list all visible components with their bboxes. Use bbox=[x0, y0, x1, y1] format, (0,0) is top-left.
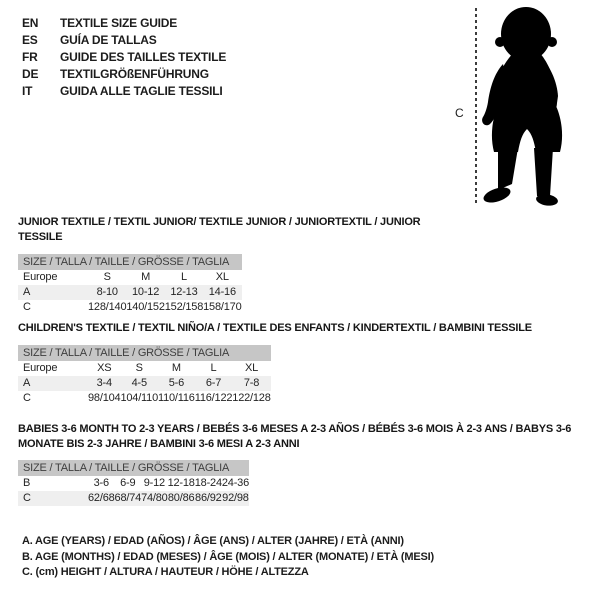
row-label: A bbox=[18, 376, 88, 391]
cell: 6-9 bbox=[120, 477, 136, 489]
cell: 152/158 bbox=[164, 301, 204, 313]
table-row bbox=[18, 361, 271, 376]
cell: 80/86 bbox=[167, 492, 195, 504]
cell: XS bbox=[97, 362, 112, 374]
cell: 3-4 bbox=[88, 376, 120, 391]
childrens-size-table bbox=[18, 345, 271, 406]
cell: S bbox=[103, 271, 111, 283]
cell: 10-12 bbox=[126, 285, 164, 300]
language-label: GUIDE DES TAILLES TEXTILE bbox=[60, 50, 227, 64]
section-title: CHILDREN'S TEXTILE / TEXTIL NIÑO/A / TEXTILE DES ENFANTS / KINDERTEXTIL / BAMBINI TESSILE bbox=[18, 322, 532, 334]
language-code: EN bbox=[22, 16, 39, 30]
cell: S bbox=[135, 362, 143, 374]
language-row-it bbox=[22, 83, 226, 100]
cell: 122/128 bbox=[232, 392, 271, 404]
cell: 62/68 bbox=[88, 492, 115, 504]
height-measure-label: C bbox=[455, 106, 464, 120]
row-label: Europe bbox=[23, 271, 58, 283]
footnote-b: B. AGE (MONTHS) / EDAD (MESES) / ÂGE (MOIS) / ALTER (MONATE) / ETÀ (MESI) bbox=[22, 550, 434, 563]
table-row bbox=[18, 476, 249, 491]
height-measure-dashed-line bbox=[475, 8, 477, 206]
cell: 116/122 bbox=[194, 392, 233, 404]
babies-textile-section bbox=[18, 422, 592, 506]
size-header-bar: SIZE / TALLA / TAILLE / GRÖSSE / TAGLIA bbox=[18, 345, 271, 361]
cell: 140/152 bbox=[126, 301, 165, 313]
cell: 7-8 bbox=[232, 376, 270, 391]
cell: 12-18 bbox=[167, 477, 195, 489]
babies-size-table bbox=[18, 460, 249, 506]
section-title: JUNIOR TEXTILE / TEXTIL JUNIOR/ TEXTILE JUNIOR / JUNIORTEXTIL / JUNIOR TESSILE bbox=[18, 216, 421, 243]
row-label: A bbox=[18, 285, 88, 300]
cell: 14-16 bbox=[203, 285, 241, 300]
section-title: BABIES 3-6 MONTH TO 2-3 YEARS / BEBÉS 3-6 MESES A 2-3 AÑOS / BÉBÉS 3-6 MOIS À 2-3 ANS / BABYS 3-6 MONATE BIS 2-3 JAHRE / BAMBINI 3-6 MESI A 2-3 ANNI bbox=[18, 423, 572, 450]
language-row-es bbox=[22, 32, 226, 49]
language-label: TEXTILE SIZE GUIDE bbox=[60, 16, 178, 30]
language-list bbox=[22, 15, 226, 100]
cell: M bbox=[171, 362, 181, 374]
cell: 86/92 bbox=[195, 492, 222, 504]
cell: 3-6 bbox=[93, 477, 109, 489]
junior-size-table bbox=[18, 254, 242, 315]
cell: 5-6 bbox=[158, 376, 195, 391]
cell: M bbox=[141, 271, 151, 283]
cell: XL bbox=[244, 362, 258, 374]
table-row bbox=[18, 285, 242, 300]
cell: 12-13 bbox=[165, 285, 203, 300]
table-row bbox=[18, 300, 242, 315]
cell: 68/74 bbox=[114, 492, 142, 504]
cell: L bbox=[180, 271, 187, 283]
childrens-textile-section bbox=[18, 321, 592, 406]
language-code: FR bbox=[22, 50, 38, 64]
language-code: IT bbox=[22, 84, 33, 98]
size-header-bar: SIZE / TALLA / TAILLE / GRÖSSE / TAGLIA bbox=[18, 460, 249, 476]
row-label: C bbox=[23, 392, 31, 404]
cell: 98/104 bbox=[88, 392, 121, 404]
cell: 104/110 bbox=[120, 392, 158, 404]
language-row-de bbox=[22, 66, 226, 83]
table-row bbox=[18, 270, 242, 285]
language-label: TEXTILGRÖßENFÜHRUNG bbox=[60, 67, 209, 81]
toddler-silhouette-icon bbox=[481, 6, 575, 209]
row-label: C bbox=[23, 301, 31, 313]
table-row bbox=[18, 391, 271, 406]
language-row-fr bbox=[22, 49, 226, 66]
junior-textile-section bbox=[18, 215, 428, 315]
table-row bbox=[18, 376, 271, 391]
cell: 74/80 bbox=[141, 492, 168, 504]
language-label: GUÍA DE TALLAS bbox=[60, 33, 157, 47]
language-row-en bbox=[22, 15, 226, 32]
cell: 92/98 bbox=[222, 492, 249, 504]
footnote-c: C. (cm) HEIGHT / ALTURA / HAUTEUR / HÖHE / ALTEZZA bbox=[22, 566, 309, 578]
cell: 4-5 bbox=[120, 376, 158, 391]
cell: 128/140 bbox=[88, 301, 127, 313]
row-label: C bbox=[18, 491, 88, 506]
cell: 110/116 bbox=[158, 392, 195, 404]
cell: 24-36 bbox=[221, 477, 250, 489]
footnote-a: A. AGE (YEARS) / EDAD (AÑOS) / ÂGE (ANS) / ALTER (JAHRE) / ETÀ (ANNI) bbox=[22, 535, 404, 547]
language-label: GUIDA ALLE TAGLIE TESSILI bbox=[60, 84, 223, 98]
row-label: Europe bbox=[23, 362, 58, 374]
language-code: DE bbox=[22, 67, 39, 81]
row-label: B bbox=[23, 477, 31, 489]
cell: 18-24 bbox=[194, 477, 222, 489]
footnotes bbox=[22, 534, 434, 581]
table-row bbox=[18, 491, 249, 506]
cell: 8-10 bbox=[88, 285, 126, 300]
cell: 158/170 bbox=[203, 301, 242, 313]
cell: 9-12 bbox=[143, 477, 165, 489]
cell: 6-7 bbox=[195, 376, 233, 391]
size-header-bar: SIZE / TALLA / TAILLE / GRÖSSE / TAGLIA bbox=[18, 254, 242, 270]
cell: L bbox=[210, 362, 217, 374]
cell: XL bbox=[215, 271, 229, 283]
language-code: ES bbox=[22, 33, 38, 47]
